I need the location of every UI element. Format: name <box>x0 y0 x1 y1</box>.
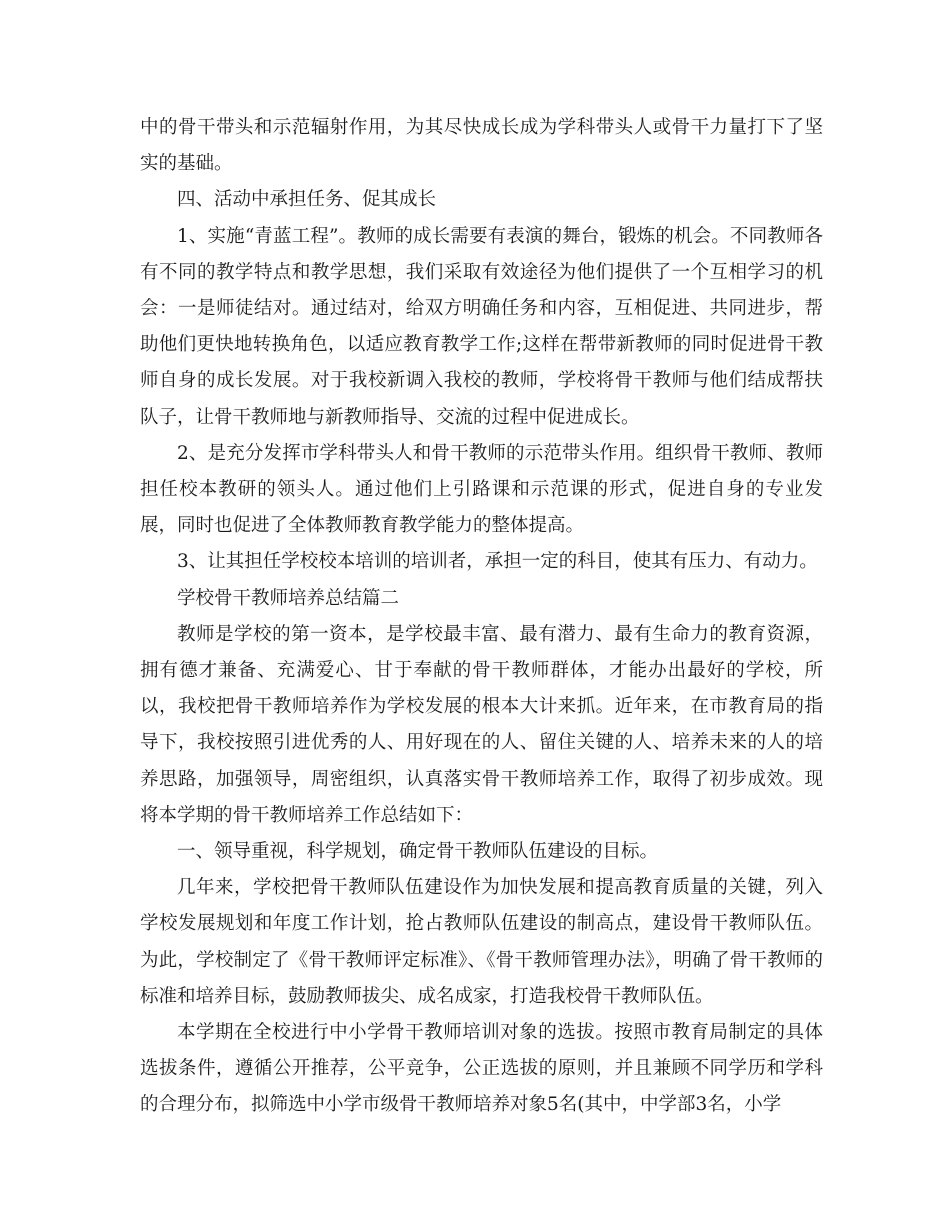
section-heading-four: 四、活动中承担任务、促其成长 <box>177 189 437 211</box>
paragraph-trainer-role: 3、让其担任学校校本培训的培训者，承担一定的科目，使其有压力、有动力。 <box>177 551 818 573</box>
paragraph-intro: 教师是学校的第一资本，是学校最丰富、最有潜力、最有生命力的教育资源，拥有德才兼备、充满爱心、甘于奉献的骨干教师群体，才能办出最好的学校，所以，我校把骨干教师培养作为学校发展的根本大计来抓。近年来，在市教育局的指导下，我校按照引进优秀的人、用好现在的人、留住关键的人、培养未来的人的培养思路，加强领导，周密组织，认真落实骨干教师培养工作，取得了初步成效。现将本学期的骨干教师培养工作总结如下： <box>140 623 823 826</box>
article-subtitle: 学校骨干教师培养总结篇二 <box>177 587 400 609</box>
document-body <box>140 110 823 1124</box>
section-heading-one: 一、领导重视，科学规划，确定骨干教师队伍建设的目标。 <box>177 841 659 863</box>
paragraph-qinglan-project: 1、实施“青蓝工程”。教师的成长需要有表演的舞台，锻炼的机会。不同教师各有不同的教学特点和教学思想，我们采取有效途径为他们提供了一个互相学习的机会：一是师徒结对。通过结对，给双方明确任务和内容，互相促进、共同进步，帮助他们更快地转换角色，以适应教育教学工作;这样在帮带新教师的同时促进骨干教师自身的成长发展。对于我校新调入我校的教师，学校将骨干教师与他们结成帮扶队子，让骨干教师地与新教师指导、交流的过程中促进成长。 <box>140 225 823 428</box>
paragraph-planning: 几年来，学校把骨干教师队伍建设作为加快发展和提高教育质量的关键，列入学校发展规划和年度工作计划，抢占教师队伍建设的制高点，建设骨干教师队伍。为此，学校制定了《骨干教师评定标准》、《骨干教师管理办法》，明确了骨干教师的标准和培养目标，鼓励教师拔尖、成名成家，打造我校骨干教师队伍。 <box>140 877 823 1007</box>
paragraph-continued: 中的骨干带头和示范辐射作用，为其尽快成长成为学科带头人或骨干力量打下了坚实的基础。 <box>140 117 823 175</box>
paragraph-leading-role: 2、是充分发挥市学科带头人和骨干教师的示范带头作用。组织骨干教师、教师担任校本教研的领头人。通过他们上引路课和示范课的形式，促进自身的专业发展，同时也促进了全体教师教育教学能力的整体提高。 <box>140 442 823 537</box>
paragraph-selection: 本学期在全校进行中小学骨干教师培训对象的选拔。按照市教育局制定的具体选拔条件，遵循公开推荐，公平竞争，公正选拔的原则，并且兼顾不同学历和学科的合理分布，拟筛选中小学市级骨干教师培养对象5名(其中，中学部3名，小学 <box>140 1022 823 1116</box>
